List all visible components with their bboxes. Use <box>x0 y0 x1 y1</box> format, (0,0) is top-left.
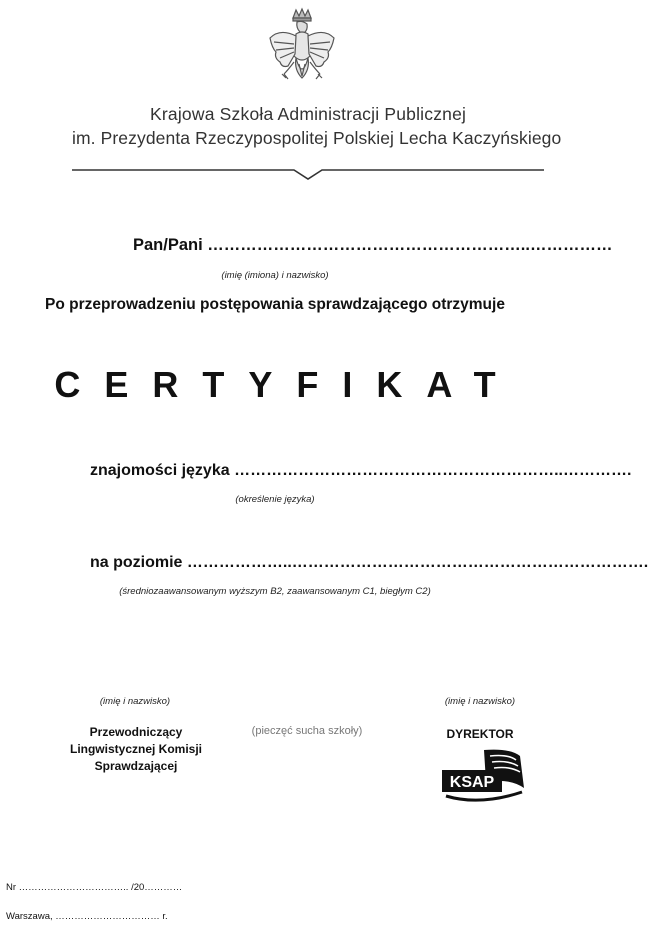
recipient-name-line: Pan/Pani …………………………………………………..…………… <box>133 236 613 254</box>
header-divider <box>72 166 544 182</box>
chair-role-line: Przewodniczący <box>89 725 183 739</box>
chair-role <box>58 724 214 775</box>
school-seal-placeholder: (pieczęć sucha szkoły) <box>251 725 363 737</box>
ksap-logo <box>440 748 526 806</box>
place-and-date: Warszawa, …………………………… r. <box>6 911 168 922</box>
chair-role-line: Sprawdzającej <box>94 759 178 773</box>
certificate-number: Nr …………………………….. /20………… <box>6 882 183 893</box>
language-caption: (określenie języka) <box>235 494 315 505</box>
ksap-logo-text: KSAP <box>449 774 495 791</box>
director-role: DYREKTOR <box>446 727 514 741</box>
level-caption: (średniozaawansowanym wyższym B2, zaawansowanym C1, biegłym C2) <box>119 586 431 597</box>
certificate-title: CERTYFIKAT <box>54 364 520 405</box>
institution-name-line-1: Krajowa Szkoła Administracji Publicznej <box>150 104 467 124</box>
procedure-statement: Po przeprowadzeniu postępowania sprawdzającego otrzymuje <box>45 296 505 313</box>
chair-role-line: Lingwistycznej Komisji <box>69 742 203 756</box>
level-line: na poziomie ………………..…………………………………………………………. <box>90 554 648 571</box>
language-line: znajomości języka ……………………………………………………..…………. <box>90 462 632 479</box>
director-name-caption: (imię i nazwisko) <box>444 696 516 707</box>
institution-name-line-2: im. Prezydenta Rzeczypospolitej Polskiej Lecha Kaczyńskiego <box>72 128 562 148</box>
chair-name-caption: (imię i nazwisko) <box>99 696 171 707</box>
recipient-name-caption: (imię (imiona) i nazwisko) <box>221 270 329 281</box>
polish-eagle-emblem-icon <box>266 8 338 96</box>
